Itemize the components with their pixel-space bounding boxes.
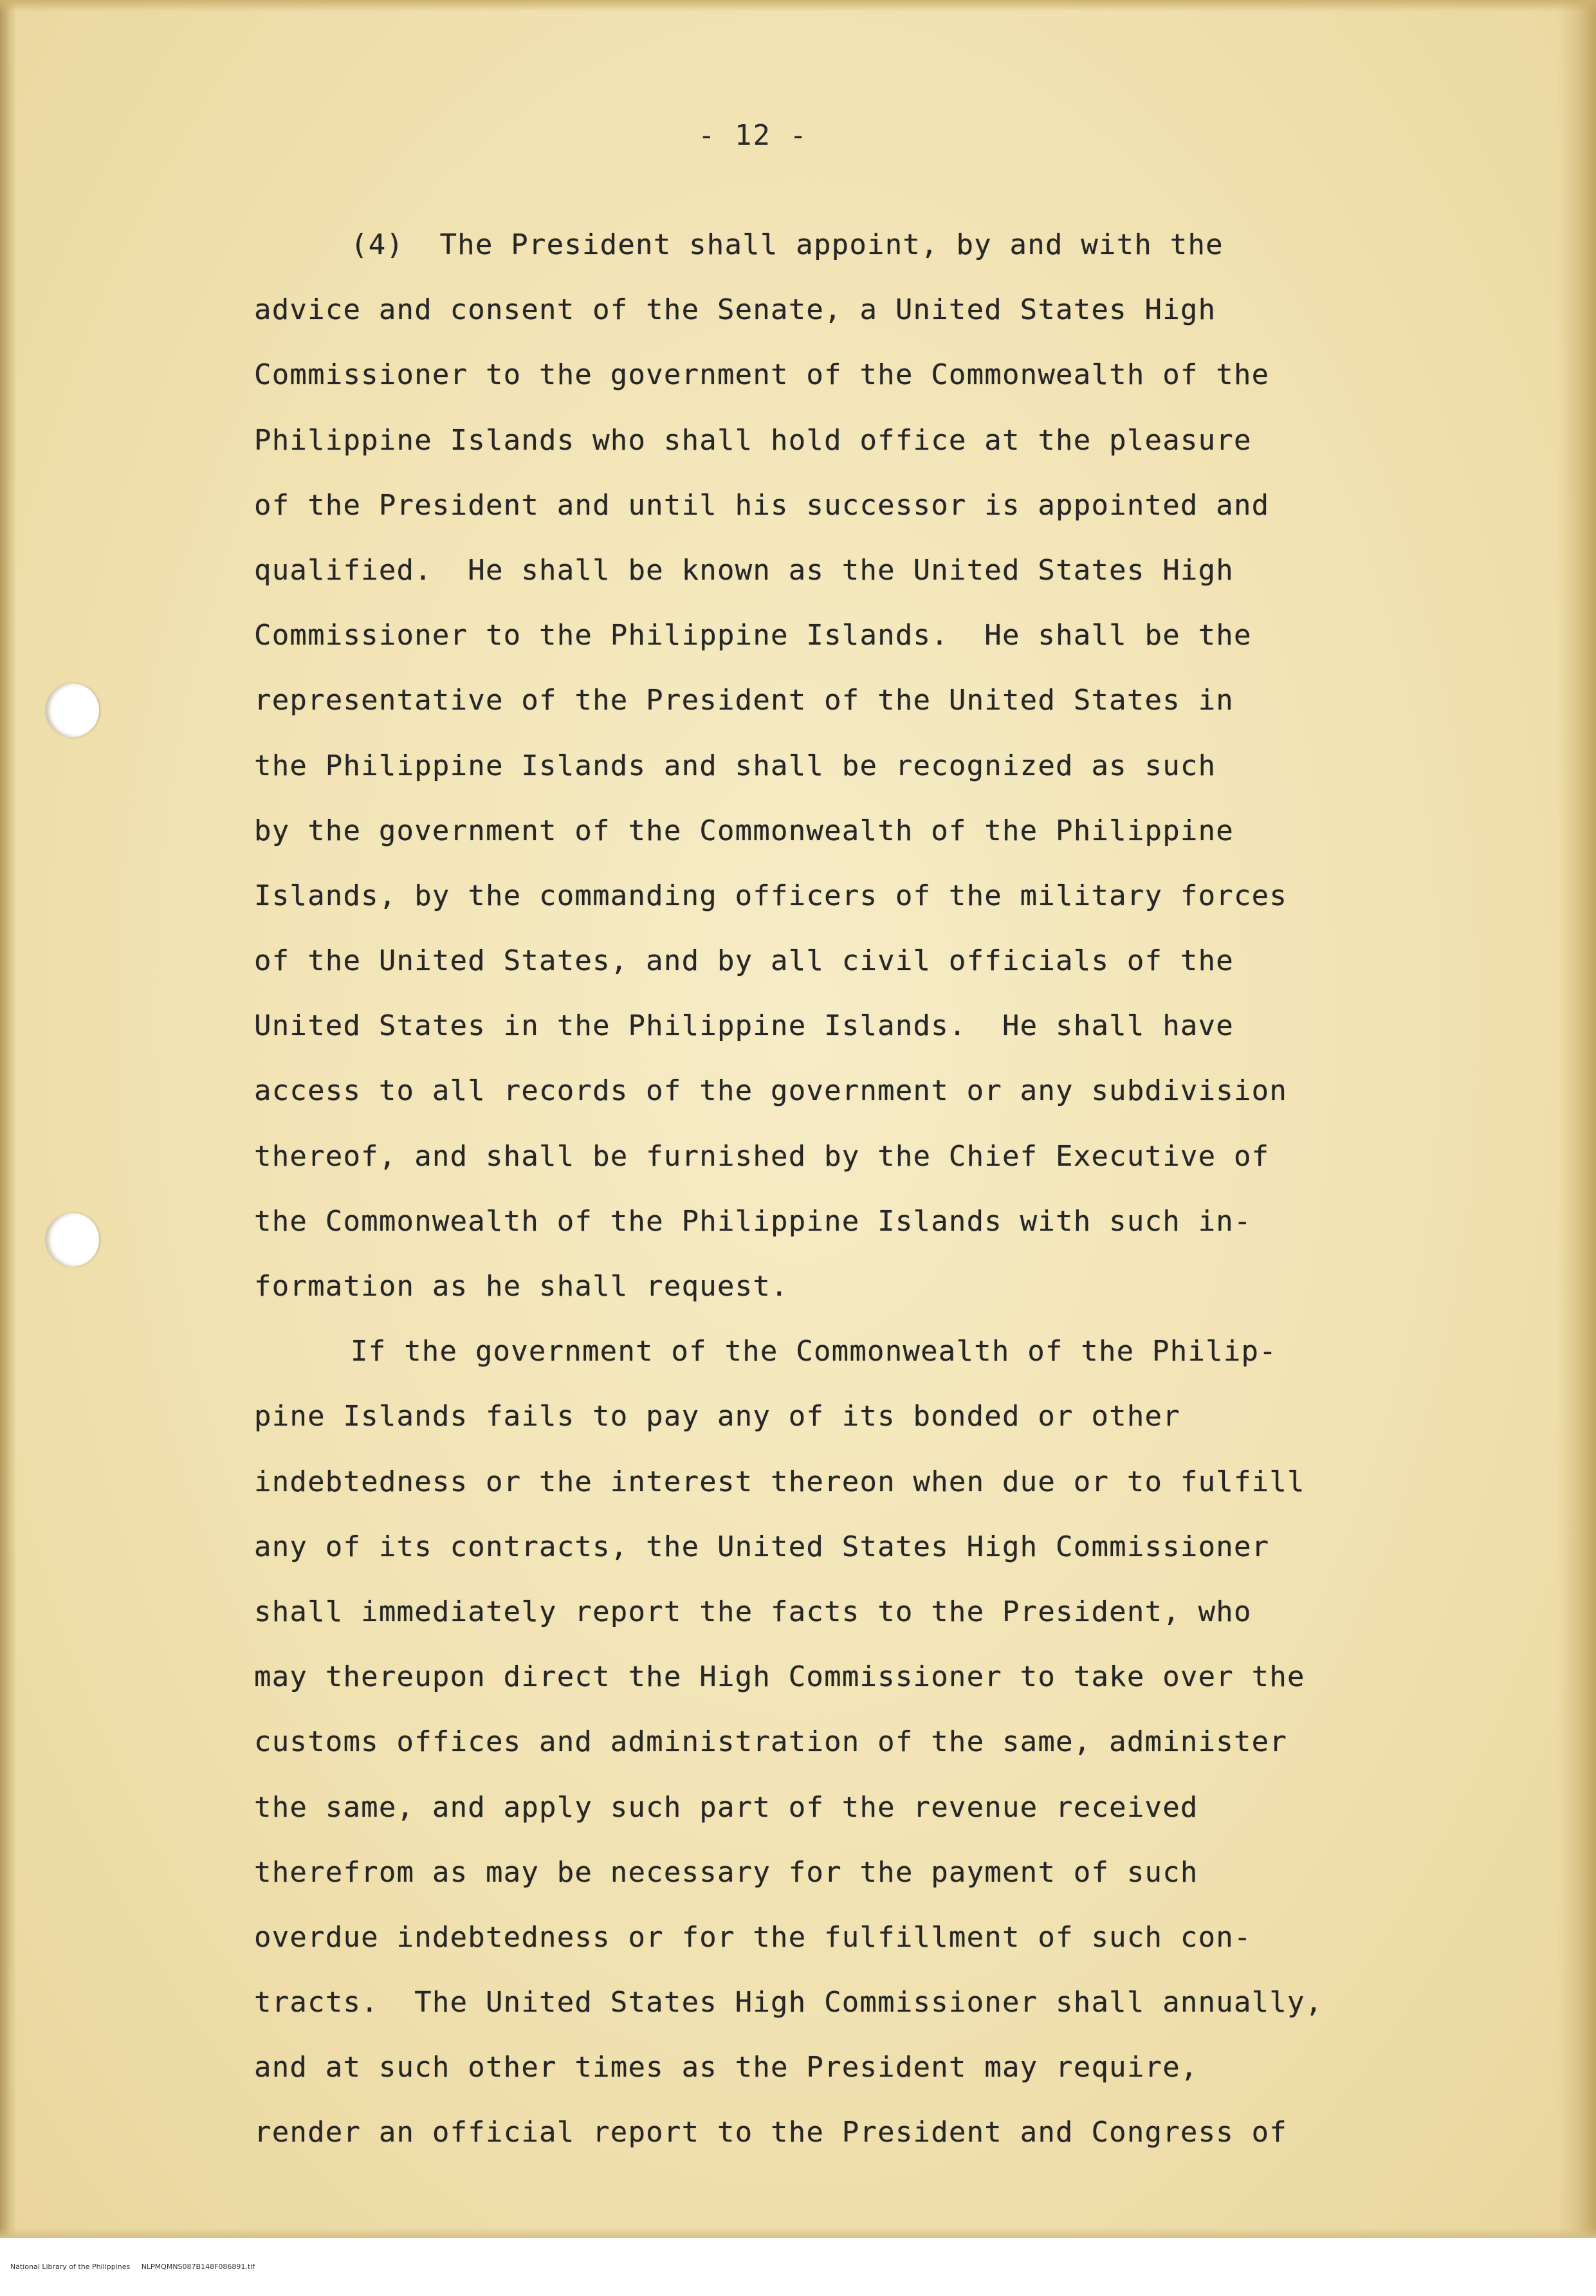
page-edge-bottom [0, 2228, 1596, 2238]
text-line: render an official report to the President and Congress of [254, 2116, 1288, 2149]
text-line: tracts. The United States High Commissioner shall annually, [254, 1986, 1323, 2019]
text-line: Islands, by the commanding officers of the military forces [254, 879, 1288, 912]
text-line: customs offices and administration of the same, administer [254, 1725, 1288, 1759]
page-edge-left [0, 0, 17, 2257]
text-line: by the government of the Commonwealth of the Philippine [254, 814, 1234, 847]
text-line: Philippine Islands who shall hold office at the pleasure [254, 423, 1252, 457]
text-line: If the government of the Commonwealth of the Philip- [351, 1335, 1277, 1368]
text-line: Commissioner to the Philippine Islands. He shall be the [254, 619, 1252, 652]
text-line: formation as he shall request. [254, 1270, 789, 1303]
text-line: indebtedness or the interest thereon when due or to fulfill [254, 1465, 1305, 1498]
text-line: any of its contracts, the United States High Commissioner [254, 1530, 1270, 1563]
text-line: the Commonwealth of the Philippine Islands with such in- [254, 1204, 1252, 1238]
text-line: Commissioner to the government of the Commonwealth of the [254, 358, 1270, 392]
scan-footer [0, 2238, 1596, 2271]
text-line: and at such other times as the President may require, [254, 2051, 1198, 2084]
page-number: - 12 - [698, 119, 808, 152]
punch-hole-upper [45, 683, 99, 737]
page-edge-right [1557, 0, 1596, 2257]
text-line: of the President and until his successor is appointed and [254, 488, 1270, 522]
text-line: advice and consent of the Senate, a United States High [254, 293, 1216, 327]
text-line: access to all records of the government or any subdivision [254, 1074, 1288, 1108]
page-edge-top [0, 0, 1596, 12]
text-line: therefrom as may be necessary for the payment of such [254, 1855, 1198, 1889]
punch-hole-lower [45, 1213, 99, 1267]
text-line: qualified. He shall be known as the United States High [254, 553, 1234, 587]
text-line: overdue indebtedness or for the fulfillment of such con- [254, 1920, 1252, 1954]
text-line: thereof, and shall be furnished by the Chief Executive of [254, 1139, 1270, 1173]
text-line: may thereupon direct the High Commissioner to take over the [254, 1660, 1305, 1694]
body-text [254, 212, 1463, 2165]
text-line: pine Islands fails to pay any of its bonded or other [254, 1400, 1180, 1433]
text-line: of the United States, and by all civil officials of the [254, 944, 1234, 978]
text-line: shall immediately report the facts to the President, who [254, 1595, 1252, 1628]
text-line: (4) The President shall appoint, by and with the [351, 228, 1224, 261]
text-line: the Philippine Islands and shall be recognized as such [254, 749, 1216, 782]
footer-text: National Library of the Philippines NLPMQMNS087B148F086891.tif [10, 2263, 255, 2271]
text-line: United States in the Philippine Islands. He shall have [254, 1009, 1234, 1043]
text-line: the same, and apply such part of the revenue received [254, 1790, 1198, 1824]
text-line: representative of the President of the United States in [254, 684, 1234, 717]
